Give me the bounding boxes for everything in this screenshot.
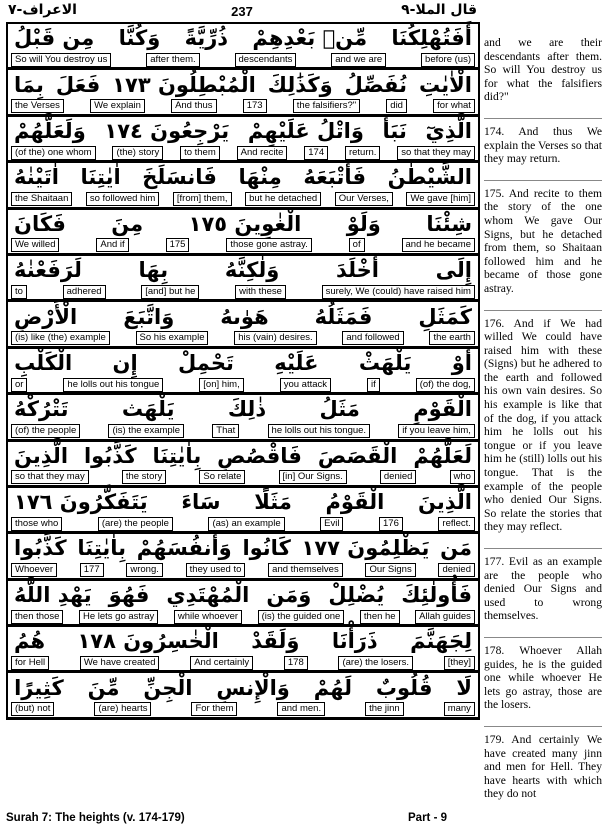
arabic-word: يَتَفَكَّرُونَ ١٧٦ [14,490,148,515]
verse-block [8,24,478,68]
word-translation: so that they may [397,146,475,160]
arabic-word: ذٰلِكَ [227,397,267,422]
arabic-word: لَا [456,675,472,700]
arabic-word: لَرَفَعْنٰهُ [14,258,82,283]
arabic-line [8,349,478,377]
translation-sidebar [484,36,602,815]
translation-line [8,99,478,115]
word-translation: [and] but he [141,285,199,299]
arabic-line [8,534,478,562]
arabic-word: وَمَن [266,582,312,607]
word-translation: (of) the people [11,424,80,438]
arabic-word: قُلُوبٌ [375,675,433,700]
arabic-word: إِن [112,350,138,375]
word-translation: they used to [186,563,246,577]
translation-line [8,192,478,208]
word-translation: (the) story [112,146,163,160]
word-translation: wrong. [126,563,163,577]
verse-translation: and we are their descendants after them. So will You destroy us for what the falsifiers did?" [484,36,602,104]
verse-block [8,671,478,717]
arabic-word: الْقَوْمِ [413,397,472,422]
word-translation: or [11,378,27,392]
word-translation: So his example [136,331,209,345]
arabic-word: شِئْنَا [426,211,472,236]
verse-block [8,161,478,207]
verse-block [8,532,478,578]
word-translation: And certainly [190,656,253,670]
word-translation: adhered [63,285,106,299]
verse-block [8,208,478,254]
arabic-word: الْغٰوِينَ ١٧٥ [188,211,302,236]
verse-translation: 174. And thus We explain the Verses so that they may return. [484,118,602,166]
word-translation: for Hell [11,656,49,670]
arabic-word: فَأَتْبَعَهُ [303,165,367,190]
word-translation: those gone astray. [226,238,311,252]
arabic-word: الْقَوْمُ [325,490,385,515]
translation-line [8,516,478,532]
arabic-line [8,395,478,423]
translation-line [8,424,478,440]
arabic-word: مَن [440,536,472,561]
verse-block [8,68,478,114]
juz-name-header: قال الملا-٩ [401,2,477,18]
arabic-word: الشَّيْطٰنُ [387,165,472,190]
arabic-line [8,70,478,98]
arabic-word: تَحْمِلْ [178,350,234,375]
arabic-word: وَكَذَٰلِكَ [267,72,333,97]
word-translation: but he detached [245,192,321,206]
arabic-word: يَهْدِ اللَّهُ [14,582,92,607]
word-translation: the falsifiers?" [293,99,360,113]
word-translation: We have created [80,656,160,670]
word-translation: descendants [235,53,297,67]
arabic-word: بِاٰيٰتِنَا [77,536,127,561]
word-translation: 175 [166,238,190,252]
word-translation: (are) the people [98,517,173,531]
arabic-word: ذَرَأْنَا [331,629,378,654]
arabic-word: مِنَ [111,211,144,236]
translation-line [8,563,478,579]
arabic-word: الْمُهْتَدِي [166,582,250,607]
arabic-word: عَلَيْهِ [274,350,319,375]
arabic-word: نَبَأَ [382,118,407,143]
arabic-line [8,256,478,284]
arabic-word: كَثِيرًا [14,675,64,700]
arabic-word: أَفَتُهْلِكُنَا [391,26,472,51]
arabic-line [8,673,478,701]
word-translation: Evil [320,517,343,531]
word-translation: return. [345,146,380,160]
word-translation: (as) an example [208,517,284,531]
word-translation: Our Verses, [335,192,393,206]
word-translation: the Verses [11,99,64,113]
arabic-word: مِن قَبْلُ [14,26,95,51]
arabic-word: مَثَلُ [319,397,360,422]
word-translation: (of the) one whom [11,146,96,160]
arabic-word: مِّنَ [87,675,120,700]
arabic-word: كَذَّبُوا [14,536,67,561]
arabic-word: فَأُولٰئِكَ [401,582,472,607]
word-translation: before (us) [421,53,475,67]
word-translation: and we are [331,53,386,67]
arabic-word: وَأَنفُسَهُمْ [136,536,232,561]
verse-block [8,347,478,393]
surah-footer: Surah 7: The heights (v. 174-179) [6,812,185,824]
word-by-word-grid [6,22,480,720]
arabic-word: اٰيٰتِنَا [80,165,121,190]
word-translation: We explain [90,99,145,113]
word-translation: 178 [284,656,308,670]
arabic-word: الْأَرْضِ [14,304,78,329]
arabic-word: بِمَا [14,72,44,97]
verse-translation: 178. Whoever Allah guides, he is the guided one while whoever He lets go astray, those are the losers. [484,637,602,712]
word-translation: he lolls out his tongue. [268,424,371,438]
word-translation: For them [191,702,237,716]
word-translation: and followed [342,331,403,345]
word-translation: Whoever [11,563,57,577]
arabic-word: مِنْهَا [238,165,282,190]
word-translation: (but) not [11,702,54,716]
arabic-word: أَخْلَدَ [335,258,379,283]
arabic-word: فَهُوَ [108,582,150,607]
word-translation: 177 [80,563,104,577]
arabic-word: كَانُوا [242,536,291,561]
arabic-word: ذُرِّيَّةً [184,26,229,51]
translation-line [8,470,478,486]
word-translation: Allah guides [415,610,475,624]
word-translation: So will You destroy us [11,53,111,67]
arabic-line [8,442,478,470]
word-translation: (is) the guided one [258,610,345,624]
word-translation: of [349,238,365,252]
word-translation: 174 [304,146,328,160]
word-translation: (is) like (the) example [11,331,110,345]
surah-name-header: الاعراف-٧ [8,2,77,18]
verse-block [8,579,478,625]
page-header [0,0,607,22]
arabic-word: لَعَلَّهُمْ [413,443,472,468]
word-translation: to [11,285,27,299]
verse-translation: 177. Evil as an example are the people who denied Our Signs and used to wrong themselves. [484,548,602,623]
arabic-word: يَلْهَثْ [358,350,412,375]
verse-block [8,393,478,439]
arabic-word: مِّنۢ بَعْدِهِمْ [252,26,368,51]
arabic-word: أَوْ [451,350,472,375]
word-translation: [from] them, [173,192,232,206]
arabic-word: الْكَلْبِ [14,350,73,375]
arabic-word: الْجِنِّ [143,675,193,700]
verse-translation: 175. And recite to them the story of the one whom We gave Our Signs, but he detached from them, so Shaitaan followed him and he became of those gone astray. [484,180,602,296]
arabic-word: وَاتْلُ عَلَيْهِمْ [247,118,364,143]
word-translation: [they] [444,656,475,670]
arabic-line [8,24,478,52]
arabic-word: اٰتَيْنٰهُ [14,165,59,190]
word-translation: and men. [277,702,325,716]
word-translation: And thus [171,99,217,113]
translation-line [8,284,478,300]
arabic-word: يَلْهَث [121,397,175,422]
arabic-word: وَكُنَّا [118,26,161,51]
verse-translation: 179. And certainly We have created many jinn and men for Hell. They have hearts with which they do not [484,726,602,801]
arabic-word: يَرْجِعُونَ ١٧٤ [104,118,230,143]
translation-line [8,609,478,625]
arabic-word: وَلَقَدْ [251,629,300,654]
arabic-word: بِهَا [138,258,169,283]
arabic-line [8,581,478,609]
arabic-line [8,302,478,330]
word-translation: while whoever [174,610,242,624]
word-translation: surely, We (could) have raised him [322,285,475,299]
arabic-word: فَعَلَ [55,72,101,97]
word-translation: the story [122,470,166,484]
translation-line [8,145,478,161]
arabic-word: الْاٰيٰتِ [419,72,472,97]
word-translation: We gave [him] [406,192,475,206]
arabic-word: وَلَعَلَّهُمْ [14,118,86,143]
word-translation: if you leave him, [398,424,475,438]
word-translation: [on] him, [199,378,243,392]
word-translation: denied [438,563,475,577]
word-translation: the earth [429,331,475,345]
arabic-word: الَّذِينَ [418,490,472,515]
arabic-word: كَمَثَلِ [418,304,472,329]
word-translation: with these [235,285,286,299]
verse-block [8,625,478,671]
word-translation: We willed [11,238,59,252]
arabic-line [8,117,478,145]
arabic-word: الْقَصَصَ [317,443,398,468]
verse-block [8,115,478,161]
word-translation: after them. [146,53,199,67]
word-translation: the Shaitaan [11,192,72,206]
word-translation: And recite [237,146,288,160]
verse-block [8,300,478,346]
word-translation: So relate [199,470,245,484]
word-translation: he lolls out his tongue [63,378,163,392]
word-translation: so that they may [11,470,89,484]
word-translation: and themselves [268,563,343,577]
word-translation: (are) the losers. [338,656,413,670]
arabic-word: فَانسَلَخَ [142,165,217,190]
arabic-word: لِجَهَنَّمَ [410,629,472,654]
arabic-word: الْمُبْطِلُونَ ١٧٣ [112,72,256,97]
arabic-word: فَكَانَ [14,211,66,236]
verse-block [8,440,478,486]
arabic-word: إِلَى [435,258,472,283]
word-translation: (is) the example [108,424,184,438]
arabic-line [8,210,478,238]
word-translation: you attack [280,378,331,392]
part-footer: Part - 9 [408,812,447,824]
arabic-line [8,627,478,655]
verse-block [8,254,478,300]
arabic-word: تَتْرُكْهُ [14,397,69,422]
word-translation: if [367,378,380,392]
word-translation: He lets go astray [79,610,158,624]
arabic-word: يُضْلِلْ [328,582,385,607]
verse-block [8,486,478,532]
word-translation: so followed him [86,192,159,206]
arabic-word: سَاءَ [181,490,221,515]
arabic-word: يَظْلِمُونَ ١٧٧ [301,536,430,561]
translation-line [8,238,478,254]
arabic-word: بِاٰيٰتِنَا [152,443,202,468]
word-translation: his (vain) desires. [234,331,316,345]
arabic-word: الْخٰسِرُونَ ١٧٨ [77,629,219,654]
arabic-word: الَّذِينَ [14,443,69,468]
arabic-word: هَوٰىهُ [220,304,269,329]
word-translation: 173 [243,99,267,113]
word-translation: That [212,424,239,438]
word-translation: And if [96,238,128,252]
arabic-word: وَلٰكِنَّهُ [224,258,280,283]
arabic-word: نُفَصِّلُ [344,72,408,97]
word-translation: then he [360,610,400,624]
arabic-word: هُمُ [14,629,46,654]
word-translation: Our Signs [365,563,415,577]
word-translation: those who [11,517,62,531]
arabic-word: وَلَوْ [346,211,381,236]
arabic-word: وَالْإِنسِ [216,675,290,700]
arabic-word: فَاقْصُصِ [217,443,302,468]
word-translation: many [444,702,475,716]
word-translation: did [386,99,407,113]
word-translation: [in] Our Signs. [279,470,347,484]
arabic-word: مَثَلًا [254,490,292,515]
translation-line [8,655,478,671]
word-translation: the jinn [365,702,404,716]
verse-translation: 176. And if We had willed We could have raised him with these (Signs) but he adhered to the earth and followed his own vain desires. So his example is like that of the dog, if you attack him he lolls out his tongue or if you leave him he (still) lolls out his tongue. That is the example of the people who denied Our Signs. So relate the stories that they may reflect. [484,310,602,535]
arabic-word: لَهُمْ [313,675,352,700]
arabic-word: كَذَّبُوا [83,443,137,468]
word-translation: (are) hearts [94,702,151,716]
word-translation: then those [11,610,63,624]
translation-line [8,702,478,718]
word-translation: (of) the dog, [416,378,475,392]
word-translation: and he became [402,238,476,252]
arabic-word: الَّذِيٓ [425,118,472,143]
arabic-line [8,488,478,516]
word-translation: 176 [379,517,403,531]
translation-line [8,331,478,347]
word-translation: reflect. [438,517,475,531]
word-translation: who [450,470,475,484]
translation-line [8,377,478,393]
page-number: 237 [231,4,253,19]
arabic-word: فَمَثَلُهُ [314,304,373,329]
word-translation: for what [433,99,475,113]
translation-line [8,52,478,68]
word-translation: denied [380,470,417,484]
arabic-line [8,163,478,191]
arabic-word: وَاتَّبَعَ [123,304,175,329]
word-translation: to them [180,146,220,160]
